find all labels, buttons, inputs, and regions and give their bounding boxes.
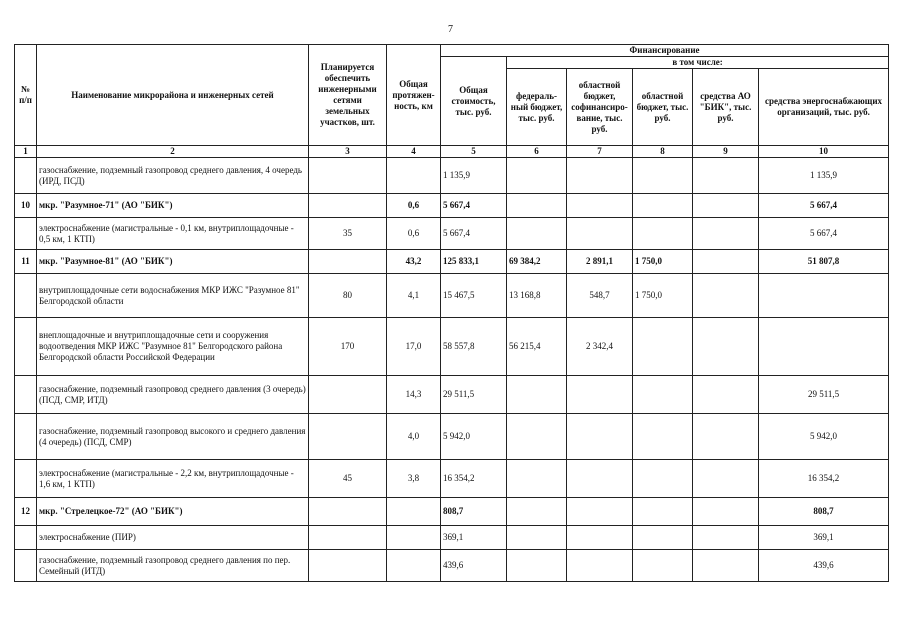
cell-federal [507,550,567,582]
cell-regional: 1 750,0 [633,250,693,274]
cell-num [15,414,37,460]
cell-total: 125 833,1 [441,250,507,274]
cell-length: 3,8 [387,460,441,498]
cell-regional-cofin [567,376,633,414]
cell-name: внеплощадочные и внутриплощадочные сети и сооружения водоотведения МКР ИЖС "Разумное 81" Белгородского района Белгородской области Российской Федерации [37,318,309,376]
cell-name: электроснабжение (ПИР) [37,526,309,550]
cell-num [15,158,37,194]
cell-regional-cofin [567,194,633,218]
cell-regional [633,376,693,414]
cell-bik [693,376,759,414]
cell-total: 439,6 [441,550,507,582]
cell-plots [309,250,387,274]
column-numbers-row [15,146,889,158]
cell-length: 0,6 [387,194,441,218]
cell-num [15,218,37,250]
column-number: 4 [387,146,441,158]
cell-length [387,498,441,526]
cell-regional-cofin [567,498,633,526]
cell-length [387,526,441,550]
header-including: в том числе: [507,57,889,69]
column-number: 5 [441,146,507,158]
cell-bik [693,414,759,460]
cell-regional: 1 750,0 [633,274,693,318]
page-number: 7 [448,24,453,35]
cell-name: газоснабжение, подземный газопровод среднего давления (3 очередь) (ПСД, СМР, ИТД) [37,376,309,414]
cell-federal: 56 215,4 [507,318,567,376]
header-energy: средства энергоснабжающих организаций, тыс. руб. [759,69,889,146]
cell-total: 15 467,5 [441,274,507,318]
cell-name: мкр. "Стрелецкое-72" (АО "БИК") [37,498,309,526]
cell-total: 16 354,2 [441,460,507,498]
cell-num [15,550,37,582]
cell-num [15,526,37,550]
cell-regional [633,460,693,498]
cell-regional [633,550,693,582]
table-row [15,194,889,218]
cell-energy [759,318,889,376]
header-regional-cofin: областной бюджет, софинансиро-вание, тыс. руб. [567,69,633,146]
column-number: 3 [309,146,387,158]
cell-name: мкр. "Разумное-81" (АО "БИК") [37,250,309,274]
cell-name: мкр. "Разумное-71" (АО "БИК") [37,194,309,218]
cell-bik [693,194,759,218]
column-number: 7 [567,146,633,158]
table-row [15,158,889,194]
cell-total: 5 667,4 [441,218,507,250]
table-row [15,498,889,526]
cell-energy: 439,6 [759,550,889,582]
cell-federal [507,376,567,414]
header-num: № п/п [15,45,37,146]
cell-plots [309,550,387,582]
cell-plots [309,526,387,550]
cell-name: внутриплощадочные сети водоснабжения МКР ИЖС "Разумное 81" Белгородской области [37,274,309,318]
table-row [15,250,889,274]
cell-regional-cofin: 2 342,4 [567,318,633,376]
cell-plots [309,376,387,414]
cell-energy: 51 807,8 [759,250,889,274]
cell-regional-cofin [567,414,633,460]
column-number: 2 [37,146,309,158]
cell-num: 12 [15,498,37,526]
cell-length: 4,1 [387,274,441,318]
cell-regional-cofin: 2 891,1 [567,250,633,274]
cell-bik [693,274,759,318]
header-name: Наименование микрорайона и инженерных сетей [37,45,309,146]
table-body [15,158,889,582]
financing-table [14,44,889,582]
cell-length [387,550,441,582]
cell-regional-cofin: 548,7 [567,274,633,318]
cell-total: 5 667,4 [441,194,507,218]
cell-bik [693,250,759,274]
cell-total: 29 511,5 [441,376,507,414]
cell-regional [633,526,693,550]
table-row [15,526,889,550]
cell-bik [693,498,759,526]
cell-energy: 1 135,9 [759,158,889,194]
cell-total: 5 942,0 [441,414,507,460]
cell-length: 0,6 [387,218,441,250]
cell-federal [507,218,567,250]
cell-federal [507,414,567,460]
cell-total: 1 135,9 [441,158,507,194]
cell-bik [693,460,759,498]
cell-federal: 13 168,8 [507,274,567,318]
cell-plots: 45 [309,460,387,498]
cell-length: 17,0 [387,318,441,376]
cell-plots: 170 [309,318,387,376]
cell-energy: 5 667,4 [759,218,889,250]
cell-federal [507,460,567,498]
cell-regional [633,194,693,218]
cell-regional-cofin [567,550,633,582]
header-federal: федераль-ный бюджет, тыс. руб. [507,69,567,146]
column-number: 1 [15,146,37,158]
cell-plots [309,498,387,526]
cell-bik [693,550,759,582]
cell-plots: 35 [309,218,387,250]
cell-energy: 808,7 [759,498,889,526]
cell-federal [507,498,567,526]
cell-regional [633,158,693,194]
cell-plots [309,414,387,460]
header-total: Общая стоимость, тыс. руб. [441,57,507,146]
cell-num: 10 [15,194,37,218]
cell-energy [759,274,889,318]
cell-total: 369,1 [441,526,507,550]
cell-length: 4,0 [387,414,441,460]
cell-num [15,274,37,318]
cell-energy: 29 511,5 [759,376,889,414]
cell-bik [693,218,759,250]
cell-bik [693,318,759,376]
cell-name: газоснабжение, подземный газопровод среднего давления по пер. Семейный (ИТД) [37,550,309,582]
header-financing: Финансирование [441,45,889,57]
cell-length: 14,3 [387,376,441,414]
cell-federal [507,194,567,218]
header-plots: Планируется обеспечить инженерными сетями земельных участков, шт. [309,45,387,146]
cell-plots [309,194,387,218]
cell-num [15,376,37,414]
cell-regional [633,318,693,376]
table-row [15,218,889,250]
cell-energy: 16 354,2 [759,460,889,498]
table-row [15,550,889,582]
cell-regional-cofin [567,460,633,498]
column-number: 6 [507,146,567,158]
cell-num: 11 [15,250,37,274]
table-row [15,376,889,414]
cell-num [15,318,37,376]
cell-length: 43,2 [387,250,441,274]
cell-federal [507,526,567,550]
table-row [15,460,889,498]
cell-regional [633,218,693,250]
header-regional: областной бюджет, тыс. руб. [633,69,693,146]
cell-federal: 69 384,2 [507,250,567,274]
cell-energy: 5 667,4 [759,194,889,218]
cell-bik [693,526,759,550]
table-row [15,318,889,376]
table-row [15,274,889,318]
cell-name: электроснабжение (магистральные - 0,1 км, внутриплощадочные - 0,5 км, 1 КТП) [37,218,309,250]
cell-name: газоснабжение, подземный газопровод высокого и среднего давления (4 очередь) (ПСД, СМР) [37,414,309,460]
cell-regional-cofin [567,218,633,250]
cell-regional-cofin [567,526,633,550]
cell-plots: 80 [309,274,387,318]
cell-num [15,460,37,498]
table-row [15,414,889,460]
column-number: 10 [759,146,889,158]
cell-length [387,158,441,194]
cell-regional [633,498,693,526]
cell-name: газоснабжение, подземный газопровод среднего давления, 4 очередь (ИРД, ПСД) [37,158,309,194]
cell-energy: 5 942,0 [759,414,889,460]
cell-regional [633,414,693,460]
cell-regional-cofin [567,158,633,194]
column-number: 9 [693,146,759,158]
cell-name: электроснабжение (магистральные - 2,2 км, внутриплощадочные - 1,6 км, 1 КТП) [37,460,309,498]
cell-energy: 369,1 [759,526,889,550]
cell-total: 808,7 [441,498,507,526]
header-bik: средства АО "БИК", тыс. руб. [693,69,759,146]
cell-total: 58 557,8 [441,318,507,376]
cell-bik [693,158,759,194]
header-length: Общая протяжен-ность, км [387,45,441,146]
column-number: 8 [633,146,693,158]
cell-federal [507,158,567,194]
cell-plots [309,158,387,194]
